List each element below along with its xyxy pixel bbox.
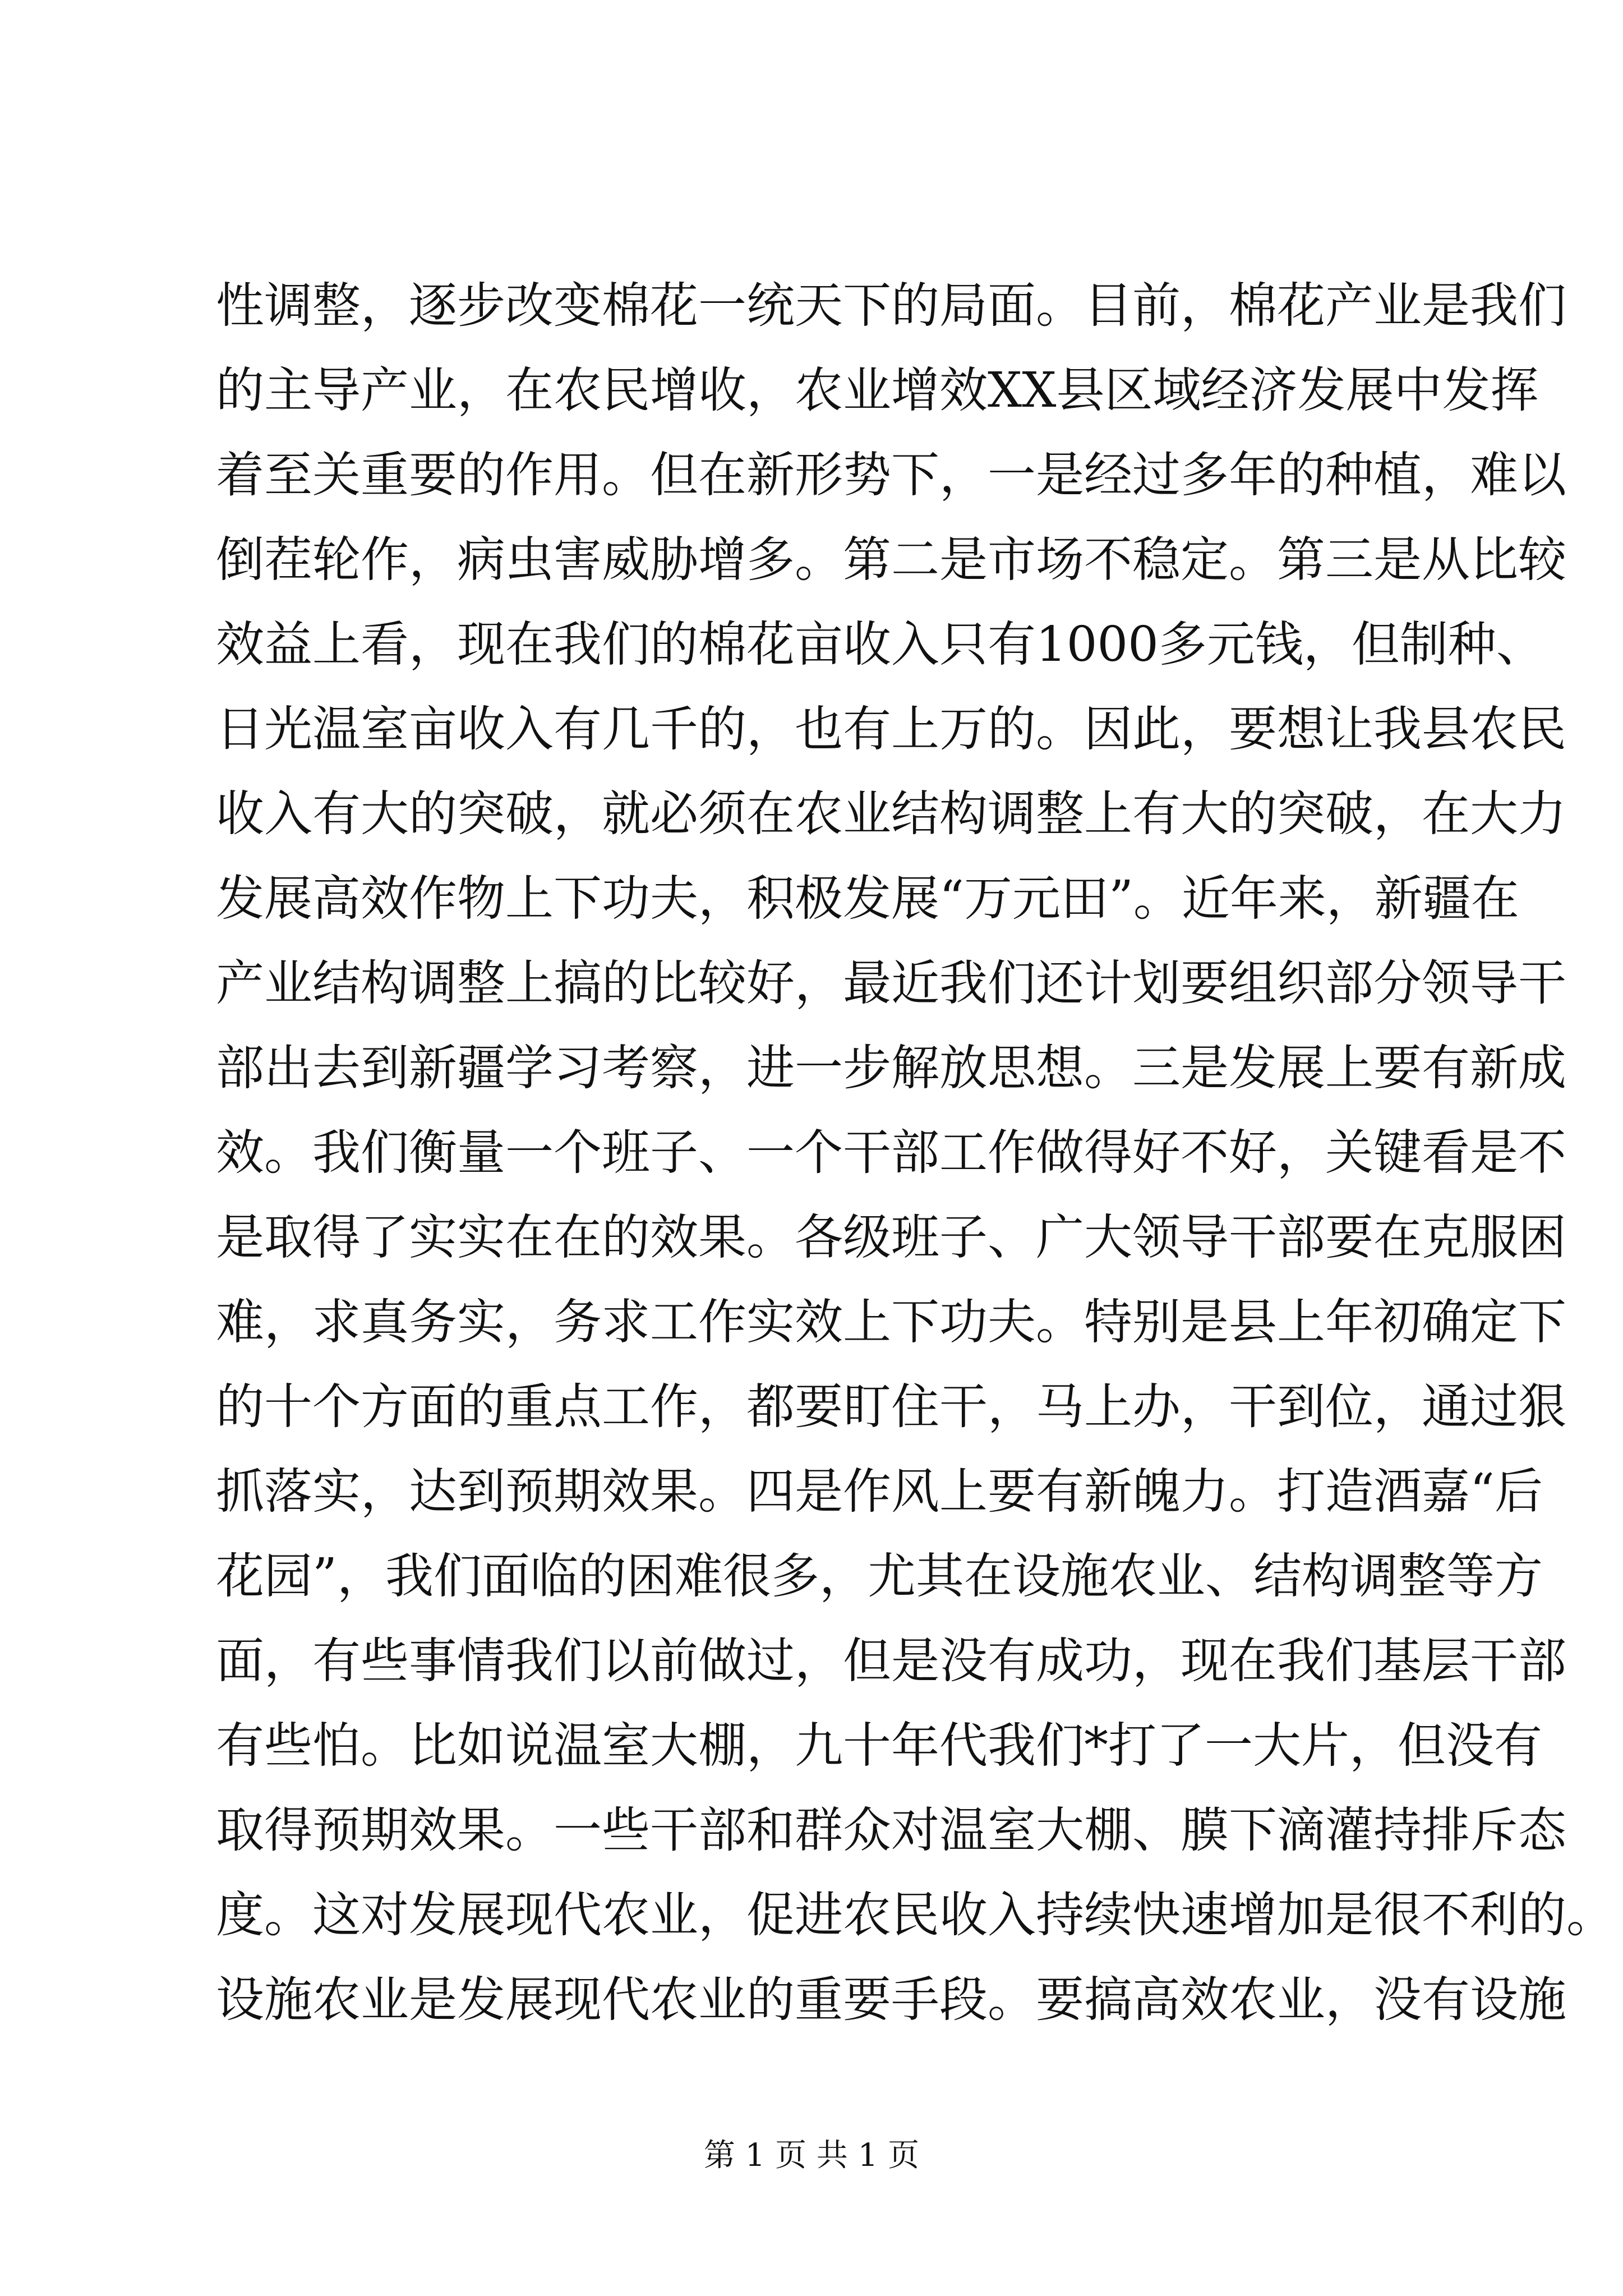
text-line: 效益上看，现在我们的棉花亩收入只有1000多元钱，但制种、 <box>216 616 1544 673</box>
text-line: 的主导产业，在农民增收，农业增效XX县区域经济发展中发挥 <box>216 362 1539 418</box>
text-line: 日光温室亩收入有几千的，也有上万的。因此，要想让我县农民 <box>216 701 1566 757</box>
page-footer: 第 1 页 共 1 页 <box>703 2137 920 2174</box>
text-line: 产业结构调整上搞的比较好，最近我们还计划要组织部分领导干 <box>216 955 1566 1011</box>
body-text <box>216 264 1615 2042</box>
text-line: 难，求真务实，务求工作实效上下功夫。特别是县上年初确定下 <box>216 1294 1566 1350</box>
text-line: 部出去到新疆学习考察，进一步解放思想。三是发展上要有新成 <box>216 1040 1566 1096</box>
text-line: 性调整，逐步改变棉花一统天下的局面。目前，棉花产业是我们 <box>216 278 1566 334</box>
text-line: 着至关重要的作用。但在新形势下，一是经过多年的种植，难以 <box>216 447 1566 503</box>
text-line: 设施农业是发展现代农业的重要手段。要搞高效农业，没有设施 <box>216 1972 1566 2028</box>
text-line: 收入有大的突破，就必须在农业结构调整上有大的突破，在大力 <box>216 786 1566 842</box>
text-line: 发展高效作物上下功夫，积极发展“万元田”。近年来，新疆在 <box>216 871 1519 927</box>
text-line: 取得预期效果。一些干部和群众对温室大棚、膜下滴灌持排斥态 <box>216 1802 1566 1858</box>
text-line: 倒茬轮作，病虫害威胁增多。第二是市场不稳定。第三是从比较 <box>216 532 1566 588</box>
text-line: 的十个方面的重点工作，都要盯住干，马上办，干到位，通过狠 <box>216 1379 1566 1435</box>
text-line: 有些怕。比如说温室大棚，九十年代我们*打了一大片，但没有 <box>216 1718 1542 1774</box>
text-line: 面，有些事情我们以前做过，但是没有成功，现在我们基层干部 <box>216 1633 1566 1689</box>
text-line: 抓落实，达到预期效果。四是作风上要有新魄力。打造酒嘉“后 <box>216 1464 1543 1520</box>
text-line: 花园”，我们面临的困难很多，尤其在设施农业、结构调整等方 <box>216 1548 1543 1604</box>
text-line: 度。这对发展现代农业，促进农民收入持续快速增加是很不利的。 <box>216 1887 1615 1943</box>
text-line: 效。我们衡量一个班子、一个干部工作做得好不好，关键看是不 <box>216 1125 1566 1181</box>
text-line: 是取得了实实在在的效果。各级班子、广大领导干部要在克服困 <box>216 1209 1566 1266</box>
